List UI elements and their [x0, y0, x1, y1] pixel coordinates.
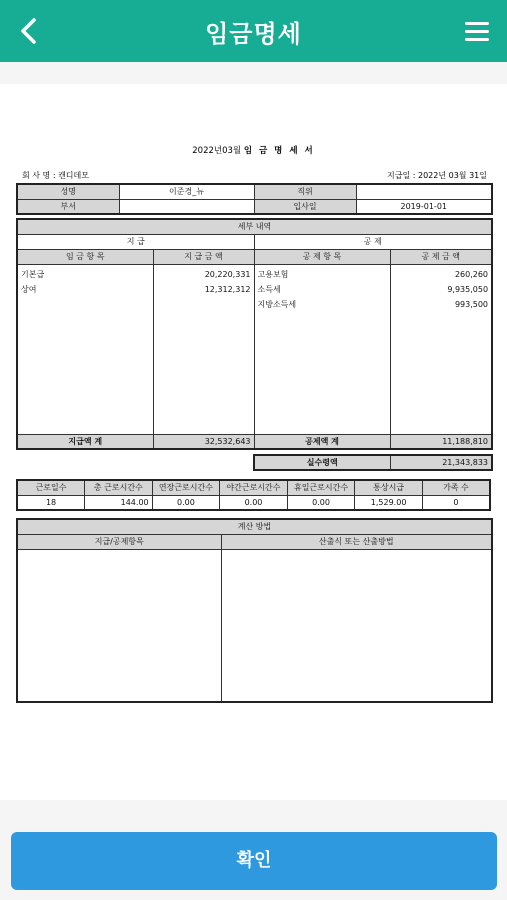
- hours-header: 연장근로시간수: [152, 480, 220, 495]
- deduct-group-label: 공 제: [254, 234, 492, 249]
- hours-header: 야간근로시간수: [220, 480, 288, 495]
- payslip-document: [0, 84, 507, 800]
- hours-header: 통상시급: [355, 480, 423, 495]
- detail-section-label: 세부 내역: [17, 219, 492, 234]
- document-title: [0, 144, 507, 156]
- join-date-value: 2019-01-01: [356, 199, 492, 214]
- hours-value: 0.00: [152, 495, 220, 510]
- pay-item-amounts: [153, 264, 254, 434]
- deduct-item-header: 공 제 항 목: [254, 249, 390, 264]
- pay-amount-header: 지 급 금 액: [153, 249, 254, 264]
- pay-total-value: 32,532,643: [153, 434, 254, 449]
- hours-value: 0.00: [220, 495, 288, 510]
- list-item: 12,312,312: [204, 284, 251, 294]
- dept-label: 부서: [17, 199, 119, 214]
- hours-header: 휴일근로시간수: [287, 480, 355, 495]
- hours-value: 0.00: [287, 495, 355, 510]
- app-header: [0, 0, 507, 62]
- list-item: 20,220,331: [204, 269, 251, 279]
- page-title: 임금명세: [205, 20, 302, 48]
- join-date-label: 입사일: [254, 199, 356, 214]
- name-label: 성명: [17, 184, 119, 199]
- pay-detail-table: [16, 218, 493, 450]
- company-line: [22, 170, 89, 181]
- net-pay-value: 21,343,833: [390, 455, 492, 470]
- calc-section-label: 계산 방법: [17, 519, 492, 534]
- dept-value: [119, 199, 254, 214]
- list-item: 기본급: [21, 269, 45, 279]
- list-item: 260,260: [454, 269, 489, 279]
- employee-info-table: [16, 183, 493, 215]
- company-name: 캔디데모: [58, 171, 89, 180]
- list-item: 9,935,050: [447, 284, 489, 294]
- position-value: [356, 184, 492, 199]
- calc-col-method: 산출식 또는 산출방법: [221, 534, 492, 549]
- hours-value: 1,529.00: [355, 495, 423, 510]
- position-label: 직위: [254, 184, 356, 199]
- hours-header: 총 근로시간수: [85, 480, 153, 495]
- document-title-main: 임 금 명 세 서: [243, 146, 315, 156]
- list-item: 993,500: [454, 299, 489, 309]
- pay-group-label: 지 급: [17, 234, 254, 249]
- calculation-method-table: [16, 518, 493, 703]
- hours-value: 18: [17, 495, 85, 510]
- pay-date: 지급일 : 2022년 03월 31일: [387, 171, 487, 180]
- list-item: 상여: [21, 284, 37, 294]
- menu-icon[interactable]: [465, 22, 489, 42]
- deduct-amount-header: 공 제 금 액: [390, 249, 492, 264]
- name-value: 이준경_뉴: [119, 184, 254, 199]
- hours-value: 144.00: [85, 495, 153, 510]
- pay-total-label: 지급액 계: [17, 434, 153, 449]
- hours-value: 0: [422, 495, 490, 510]
- deduct-total-label: 공제액 계: [254, 434, 390, 449]
- deduct-total-value: 11,188,810: [390, 434, 492, 449]
- confirm-button[interactable]: 확인: [11, 832, 497, 890]
- pay-item-header: 임 금 항 목: [17, 249, 153, 264]
- hours-header: 근로일수: [17, 480, 85, 495]
- footer: [0, 800, 507, 900]
- net-pay-table: [253, 454, 493, 471]
- document-title-date: 2022년03월: [192, 146, 242, 156]
- deduct-item-amounts: [390, 264, 492, 434]
- list-item: 소득세: [257, 284, 281, 294]
- hours-header: 가족 수: [422, 480, 490, 495]
- deduct-item-names: [254, 264, 390, 434]
- list-item: 지방소득세: [257, 299, 297, 309]
- work-hours-table: [16, 479, 491, 511]
- calc-col-item: 지급/공제항목: [17, 534, 221, 549]
- calc-items-cell: [17, 549, 221, 702]
- company-label: 회 사 명 :: [22, 171, 56, 180]
- calc-method-cell: [221, 549, 492, 702]
- net-pay-label: 실수령액: [254, 455, 390, 470]
- list-item: 고용보험: [257, 269, 289, 279]
- pay-item-names: [17, 264, 153, 434]
